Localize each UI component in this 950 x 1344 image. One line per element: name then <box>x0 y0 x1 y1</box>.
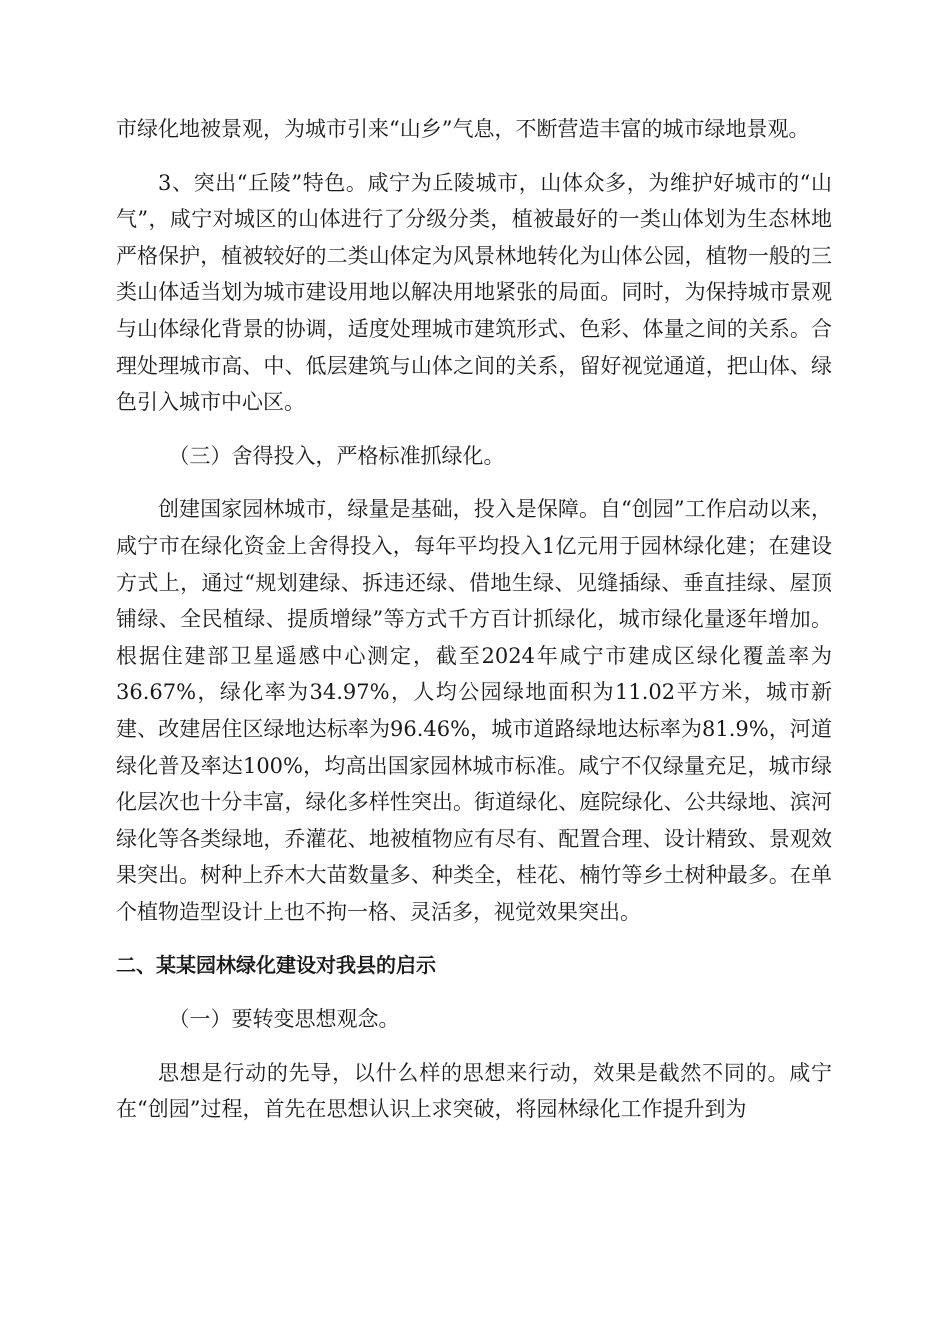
subheading-investment: （三）舍得投入，严格标准抓绿化。 <box>168 443 505 468</box>
paragraph-green-volume: 创建国家园林城市，绿量是基础，投入是保障。自“创园”工作启动以来，咸宁市在绿化资金上舍得投入，每年平均投入1亿元用于园林绿化建；在建设方式上，通过“规划建绿、拆违还绿、借地生绿、见缝插绿、垂直挂绿、屋顶铺绿、全民植绿、提质增绿”等方式千方百计抓绿化，城市绿化量逐年增加。根据住建部卫星遥感中心测定，截至2024年咸宁市建成区绿化覆盖率为36.67%，绿化率为34.97%，人均公园绿地面积为11.02平方米，城市新建、改建居住区绿地达标率为96.46%，城市道路绿地达标率为81.9%，河道绿化普及率达100%，均高出国家园林城市标准。咸宁不仅绿量充足，城市绿化层次也十分丰富，绿化多样性突出。街道绿化、庭院绿化、公共绿地、滨河绿化等各类绿地，乔灌花、地被植物应有尽有、配置合理、设计精致、景观效果突出。树种上乔木大苗数量多、种类全，桂花、楠竹等乡土树种最多。在单个植物造型设计上也不拘一格、灵活多，视觉效果突出。 <box>116 497 832 924</box>
document-page <box>116 111 832 1145</box>
paragraph-hill-feature: 3、突出“丘陵”特色。咸宁为丘陵城市，山体众多，为维护好城市的“山气”，咸宁对城区的山体进行了分级分类，植被最好的一类山体划为生态林地严格保护，植被较好的二类山体定为风景林地转化为山体公园，植物一般的三类山体适当划为城市建设用地以解决用地紧张的局面。同时，为保持城市景观与山体绿化背景的协调，适度处理城市建筑形式、色彩、体量之间的关系。合理处理城市高、中、低层建筑与山体之间的关系，留好视觉通道，把山体、绿色引入城市中心区。 <box>116 170 832 415</box>
paragraph-thinking-guide: 思想是行动的先导，以什么样的思想来行动，效果是截然不同的。咸宁在“创园”过程，首先在思想认识上求突破，将园林绿化工作提升到为 <box>116 1060 832 1122</box>
paragraph-greening-landscape: 市绿化地被景观，为城市引来“山乡”气息，不断营造丰富的城市绿地景观。 <box>116 117 810 141</box>
subheading-change-thinking: （一）要转变思想观念。 <box>168 1007 400 1032</box>
section-heading-inspiration: 二、某某园林绿化建设对我县的启示 <box>116 953 436 978</box>
